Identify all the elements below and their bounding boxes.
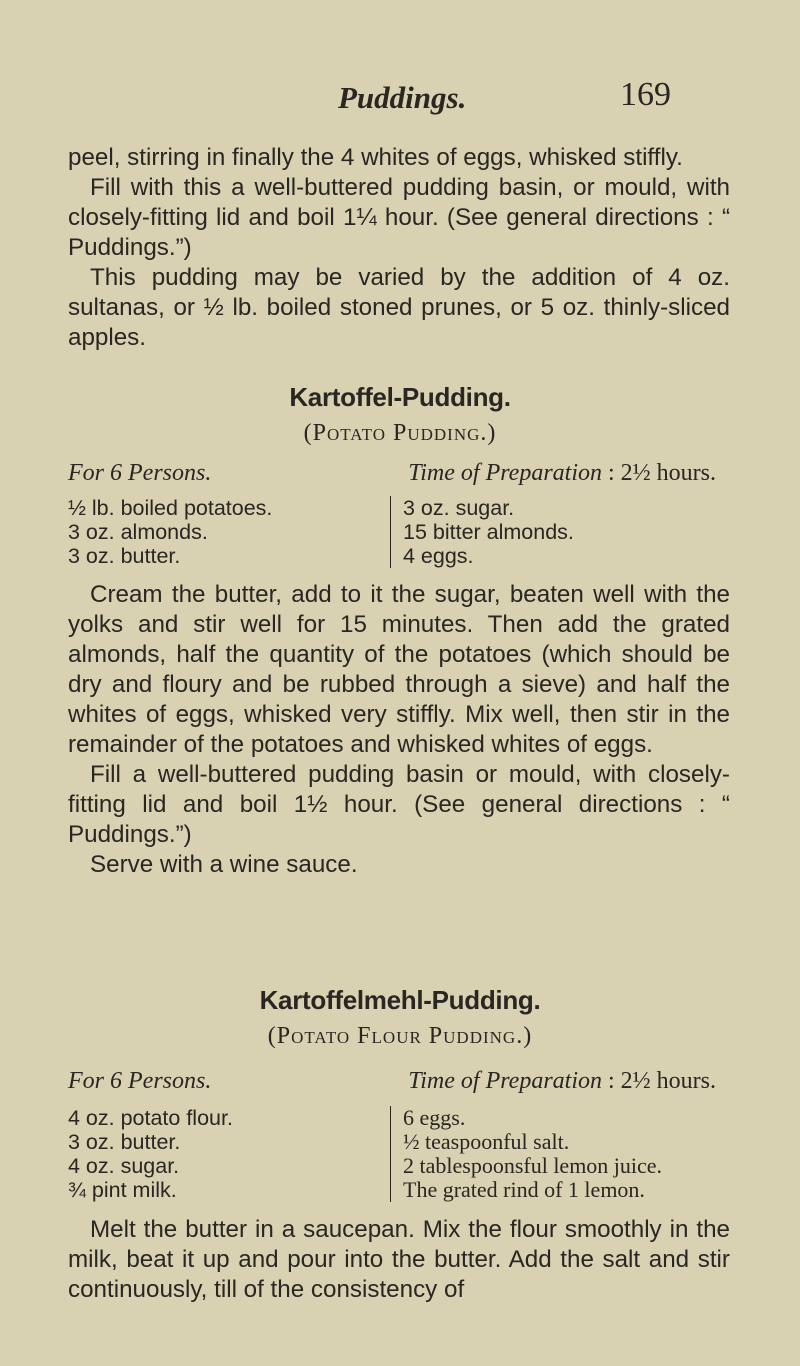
ingredient: 3 oz. butter. <box>68 544 181 568</box>
recipe-2-time-value: : 2½ hours. <box>608 1068 716 1094</box>
intro-paragraph-2: Fill with this a well-buttered pudding basin, or mould, with closely-fitting lid and boil 1¼ hour. (See general directions : “ Puddings.”) <box>68 174 730 261</box>
recipe-1-ingredients-right <box>390 496 574 568</box>
recipe-1-paragraph-1: Cream the butter, add to it the sugar, beaten well with the yolks and stir well for 15 minutes. Then add the grated almonds, half the quantity of the potatoes (which should be dry and floury and be rubbed through a sieve) and half the whites of eggs, whisked very stiffly. Mix well, then stir in the remainder of the potatoes and whisked whites of eggs. <box>68 581 730 758</box>
recipe-1-ingredients-left <box>68 496 272 568</box>
ingredient: 15 bitter almonds. <box>403 520 574 544</box>
intro-paragraph-3: This pudding may be varied by the addition of 4 oz. sultanas, or ½ lb. boiled stoned prunes, or 5 oz. thinly-sliced apples. <box>68 264 730 351</box>
recipe-1-subtitle: (Potato Pudding.) <box>303 420 497 446</box>
recipe-2-time <box>408 1068 716 1095</box>
recipe-1-paragraph-2: Fill a well-buttered pudding basin or mould, with closely-fitting lid and boil 1½ hour. (See general directions : “ Puddings.”) <box>68 761 730 848</box>
recipe-1-serves: For 6 Persons. <box>68 460 212 486</box>
recipe-1-ingredients <box>68 496 730 572</box>
running-head-title: Puddings. <box>338 80 467 115</box>
ingredient: 6 eggs. <box>403 1105 466 1130</box>
running-head <box>0 76 800 130</box>
recipe-2-ingredients-left <box>68 1106 233 1202</box>
ingredient: 3 oz. butter. <box>68 1130 181 1154</box>
recipe-2-method <box>68 1215 730 1305</box>
recipe-1-paragraph-3: Serve with a wine sauce. <box>90 851 358 878</box>
ingredient: 2 tablespoonsful lemon juice. <box>403 1153 663 1178</box>
ingredient: ½ lb. boiled potatoes. <box>68 496 273 520</box>
recipe-1-time <box>408 460 716 487</box>
ingredient: 3 oz. sugar. <box>403 496 515 520</box>
page-number: 169 <box>620 76 671 113</box>
intro-paragraph-1: peel, stirring in finally the 4 whites of eggs, whisked stiffly. <box>68 144 683 171</box>
ingredient: 4 eggs. <box>403 544 474 568</box>
recipe-2-paragraph-1: Melt the butter in a saucepan. Mix the flour smoothly in the milk, beat it up and pour into the butter. Add the salt and stir continuously, till of the consistency of <box>68 1216 730 1303</box>
recipe-2-time-label: Time of Preparation <box>408 1068 602 1094</box>
recipe-1-title: Kartoffel-Pudding. <box>289 382 511 412</box>
ingredient: ¾ pint milk. <box>68 1178 177 1202</box>
recipe-1-method <box>68 580 730 880</box>
ingredient: 4 oz. potato flour. <box>68 1106 233 1130</box>
recipe-1-time-value: : 2½ hours. <box>608 460 716 486</box>
ingredient: 4 oz. sugar. <box>68 1154 180 1178</box>
recipe-2-serves: For 6 Persons. <box>68 1068 212 1094</box>
recipe-2-subtitle: (Potato Flour Pudding.) <box>267 1023 533 1049</box>
recipe-1-time-label: Time of Preparation <box>408 460 602 486</box>
ingredient: The grated rind of 1 lemon. <box>403 1177 645 1202</box>
recipe-2-ingredients <box>68 1106 730 1206</box>
recipe-2-title: Kartoffelmehl-Pudding. <box>259 985 541 1015</box>
intro-text <box>68 143 730 353</box>
ingredient: 3 oz. almonds. <box>68 520 208 544</box>
recipe-2-ingredients-right <box>390 1106 662 1202</box>
ingredient: ½ teaspoonful salt. <box>403 1129 570 1154</box>
